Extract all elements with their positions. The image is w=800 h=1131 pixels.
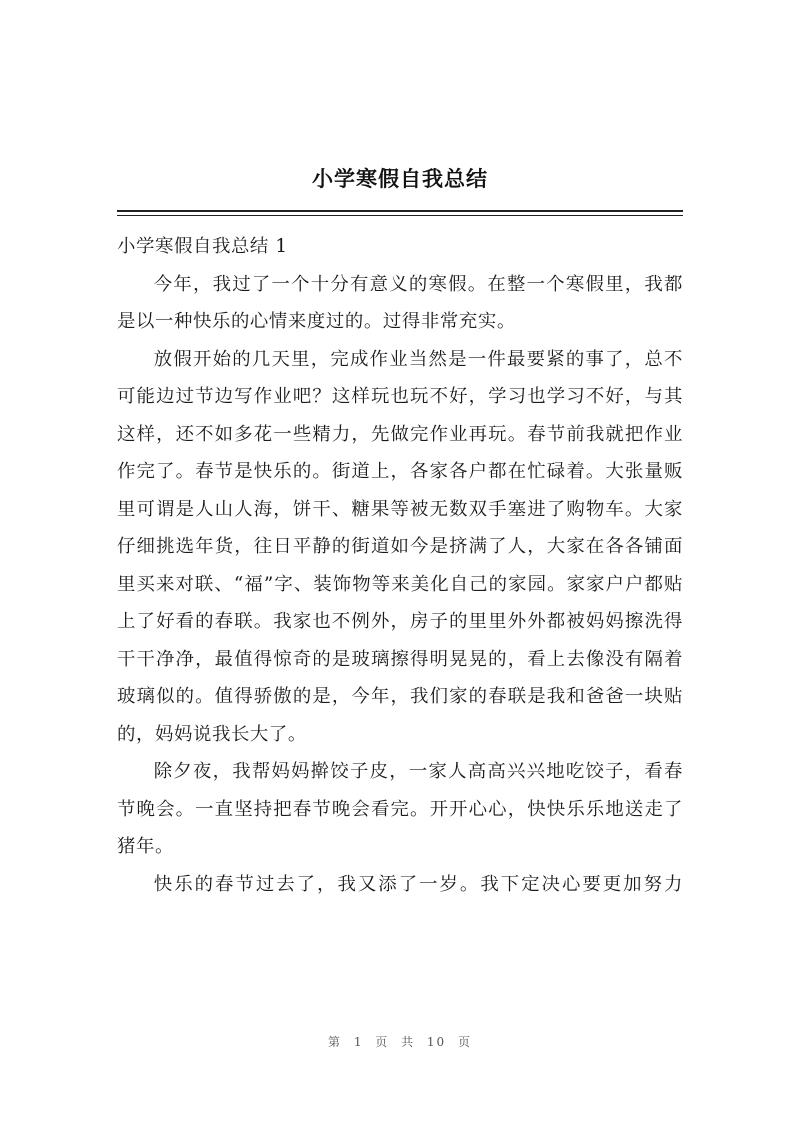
title-rule-thin [117,215,683,216]
paragraph-2: 放假开始的几天里，完成作业当然是一件最要紧的事了，总不可能边过节边写作业吧？这样玩也玩不好，学习也学习不好，与其这样，还不如多花一些精力，先做完作业再玩。春节前我就把作业作完了。春节是快乐的。街道上，各家各户都在忙碌着。大张量贩里可谓是人山人海，饼干、糖果等被无数双手塞进了购物车。大家仔细挑选年货，往日平静的街道如今是挤满了人，大家在各各铺面里买来对联、“福”字、装饰物等来美化自己的家园。家家户户都贴上了好看的春联。我家也不例外，房子的里里外外都被妈妈擦洗得干干净净，最值得惊奇的是玻璃擦得明晃晃的，看上去像没有隔着玻璃似的。值得骄傲的是，今年，我们家的春联是我和爸爸一块贴的，妈妈说我长大了。 [117,348,683,745]
paragraph-4: 快乐的春节过去了，我又添了一岁。我下定决心要更加努力 [153,873,683,895]
document-body [117,228,683,903]
section-heading: 小学寒假自我总结 1 [117,236,288,257]
page-footer: 第 1 页 共 10 页 [328,1035,472,1049]
paragraph-1: 今年，我过了一个十分有意义的寒假。在整一个寒假里，我都是以一种快乐的心情来度过的。过得非常充实。 [117,273,683,332]
paragraph-3: 除夕夜，我帮妈妈擀饺子皮，一家人高高兴兴地吃饺子，看春节晚会。一直坚持把春节晚会看完。开开心心，快快乐乐地送走了猪年。 [117,761,683,857]
title-rule-thick [117,210,683,212]
document-title: 小学寒假自我总结 [312,166,488,191]
